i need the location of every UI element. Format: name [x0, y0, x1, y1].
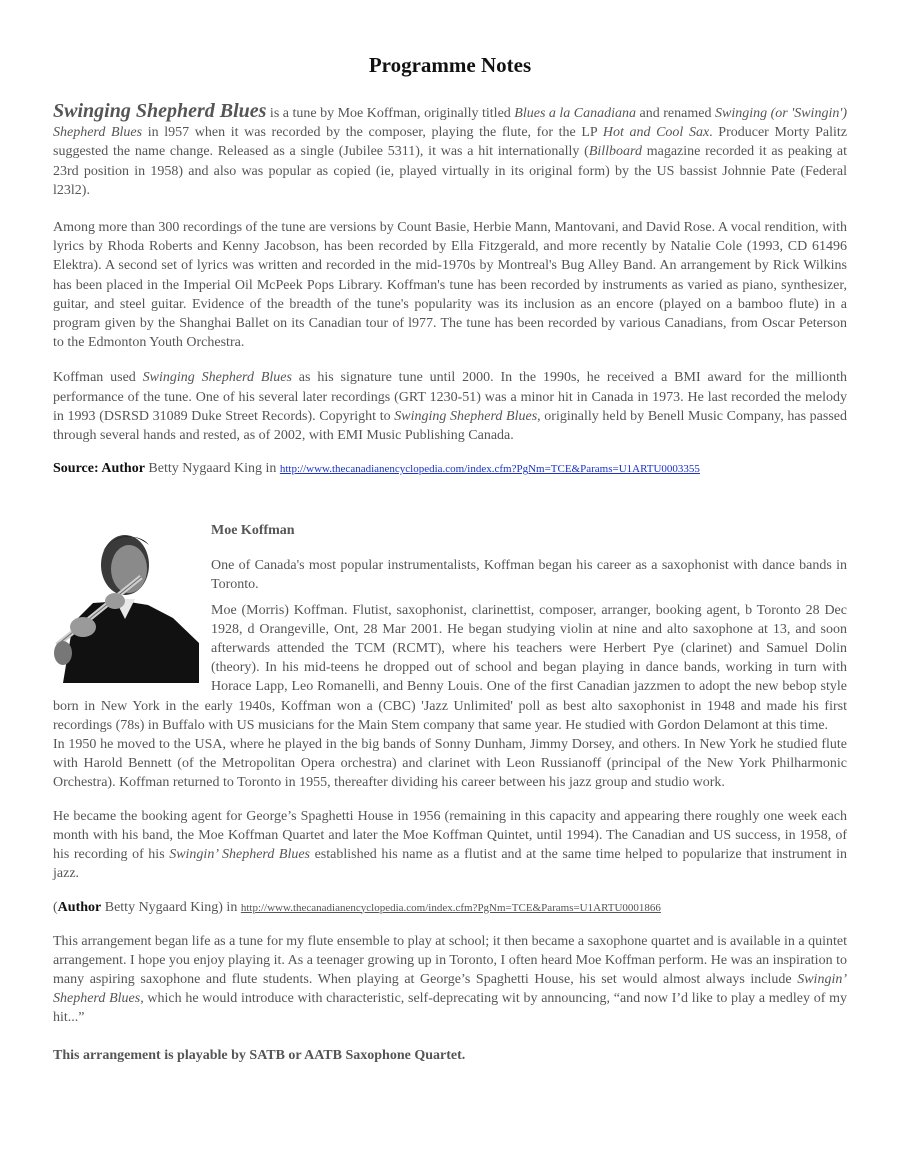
moe-koffman-photo [53, 523, 199, 683]
arrangement-paragraph: This arrangement began life as a tune for my flute ensemble to play at school; it then became a saxophone quartet and is available in a quintet arrangement. I hope you enjoy playing it. As a teenager growing up in Toronto, I often heard Moe Koffman perform. He was an inspiration to many aspiring saxophone and flute students. When playing at George’s Spaghetti House, his set would almost always include Swingin’ Shepherd Blues, which he would introduce with characteristic, self-deprecating wit by announcing, “and now I’d like to play a medley of my hit...” [53, 933, 847, 1026]
page-title: Programme Notes [368, 53, 532, 77]
recordings-paragraph: Among more than 300 recordings of the tune are versions by Count Basie, Herbie Mann, Mantovani, and David Rose. A vocal rendition, with lyrics by Rhoda Roberts and Kenny Jacobson, has been recorded by Ella Fitzgerald, and more recently by Natalie Cole (1993, CD 61496 Elektra). A second set of lyrics was written and recorded in the mid-1970s by Montreal's Bug Alley Band. An arrangement by Rick Wilkins has been placed in the Imperial Oil McPeek Pops Library. Koffman's tune has been recorded by instruments as varied as piano, synthesizer, guitar, and steel guitar. Evidence of the breadth of the tune's popularity was its inclusion as an encore (played on a bamboo flute) in a program given by the Shanghai Ballet on its Canadian tour of l977. The tune has been recorded by various Canadians, from Oscar Peterson to the Edmonton Youth Orchestra. [53, 220, 847, 351]
document-page [53, 52, 847, 1065]
bio-lead: One of Canada's most popular instrumentalists, Koffman began his career as a saxophonist with dance bands in Toronto. [211, 558, 847, 593]
source-citation: Source: Author Betty Nygaard King in http://www.thecanadianencyclopedia.com/index.cfm?PgNm=TCE&Params=U1ARTU0003355 [53, 461, 700, 477]
bio-paragraph-booking-agent: He became the booking agent for George’s Spaghetti House in 1956 (remaining in this capacity and appearing there roughly one week each month with his band, the Moe Koffman Quartet and later the Moe Koffman Quintet, until 1994). The Canadian and US success, in 1958, of his recording of his Swingin’ Shepherd Blues established his name as a flutist and at the same time helped to popularize that instrument in jazz. [53, 808, 847, 882]
song-title: Swinging Shepherd Blues [53, 100, 267, 122]
bio-paragraph-early-life: Moe (Morris) Koffman. Flutist, saxophonist, clarinettist, composer, arranger, booking agent, b Toronto 28 Dec 1928, d Orangeville, Ont, 28 Mar 2001. He began studying violin at nine and alto saxophone at 13, and soon afterwards attended the TCM (RCMT), where his teachers were Herbert Pye (clarinet) and Samuel Dolin (theory). In his mid-teens he dropped out of school and began playing in dance bands, working in turn with Horace Lapp, Leo Romanelli, and Benny Louis. One of the first Canadian jazzmen to adopt the new bebop style born in New York in the early 1940s, Koffman won a (CBC) 'Jazz Unlimited' poll as best alto saxophonist in 1948 and made his first recordings (78s) in Buffalo with US musicians for the Main Stem company that same year. He studied with Gordon Delamont at this time. [53, 602, 847, 733]
bio-source-link[interactable]: http://www.thecanadianencyclopedia.com/index.cfm?PgNm=TCE&Params=U1ARTU0001866 [240, 901, 661, 914]
intro-paragraph: Swinging Shepherd Blues is a tune by Moe Koffman, originally titled Blues a la Canadiana and renamed Swinging (or 'Swingin') Shepherd Blues in l957 when it was recorded by the composer, playing the flute, for the LP Hot and Cool Sax. Producer Morty Palitz suggested the name change. Released as a single (Jubilee 5311), it was a hit internationally (Billboard magazine recorded it as peaking at 23rd position in 1958) and also was popular as copied (ie, played virtually in its original form) by the US bassist Johnnie Pate (Federal l23l2). [53, 100, 848, 198]
bio-source-citation: (Author Betty Nygaard King) in http://www.thecanadianencyclopedia.com/index.cfm?PgNm=TCE&Params=U1ARTU0001866 [53, 899, 661, 915]
arrangement-note: This arrangement is playable by SATB or AATB Saxophone Quartet. [53, 1047, 466, 1063]
source-link[interactable]: http://www.thecanadianencyclopedia.com/index.cfm?PgNm=TCE&Params=U1ARTU0003355 [279, 463, 700, 476]
bio-paragraph-usa: In 1950 he moved to the USA, where he played in the big bands of Sonny Dunham, Jimmy Dorsey, and others. In New York he studied flute with Harold Bennett (of the Metropolitan Opera orchestra) and clarinet with Leon Russianoff (principal of the New York Philharmonic Orchestra). Koffman returned to Toronto in 1955, thereafter dividing his career between his jazz group and studio work. [53, 737, 847, 791]
bio-name: Moe Koffman [211, 523, 295, 539]
signature-tune-paragraph: Koffman used Swinging Shepherd Blues as his signature tune until 2000. In the 1990s, he received a BMI award for the millionth performance of the tune. One of his several later recordings (GRT 1230-51) was a minor hit in Canada in 1973. He last recorded the melody in 1993 (DSRSD 31089 Duke Street Records). Copyright to Swinging Shepherd Blues, originally held by Benell Music Company, has passed through several hands and rested, as of 2002, with EMI Music Publishing Canada. [53, 370, 848, 444]
bio-section [53, 521, 847, 883]
